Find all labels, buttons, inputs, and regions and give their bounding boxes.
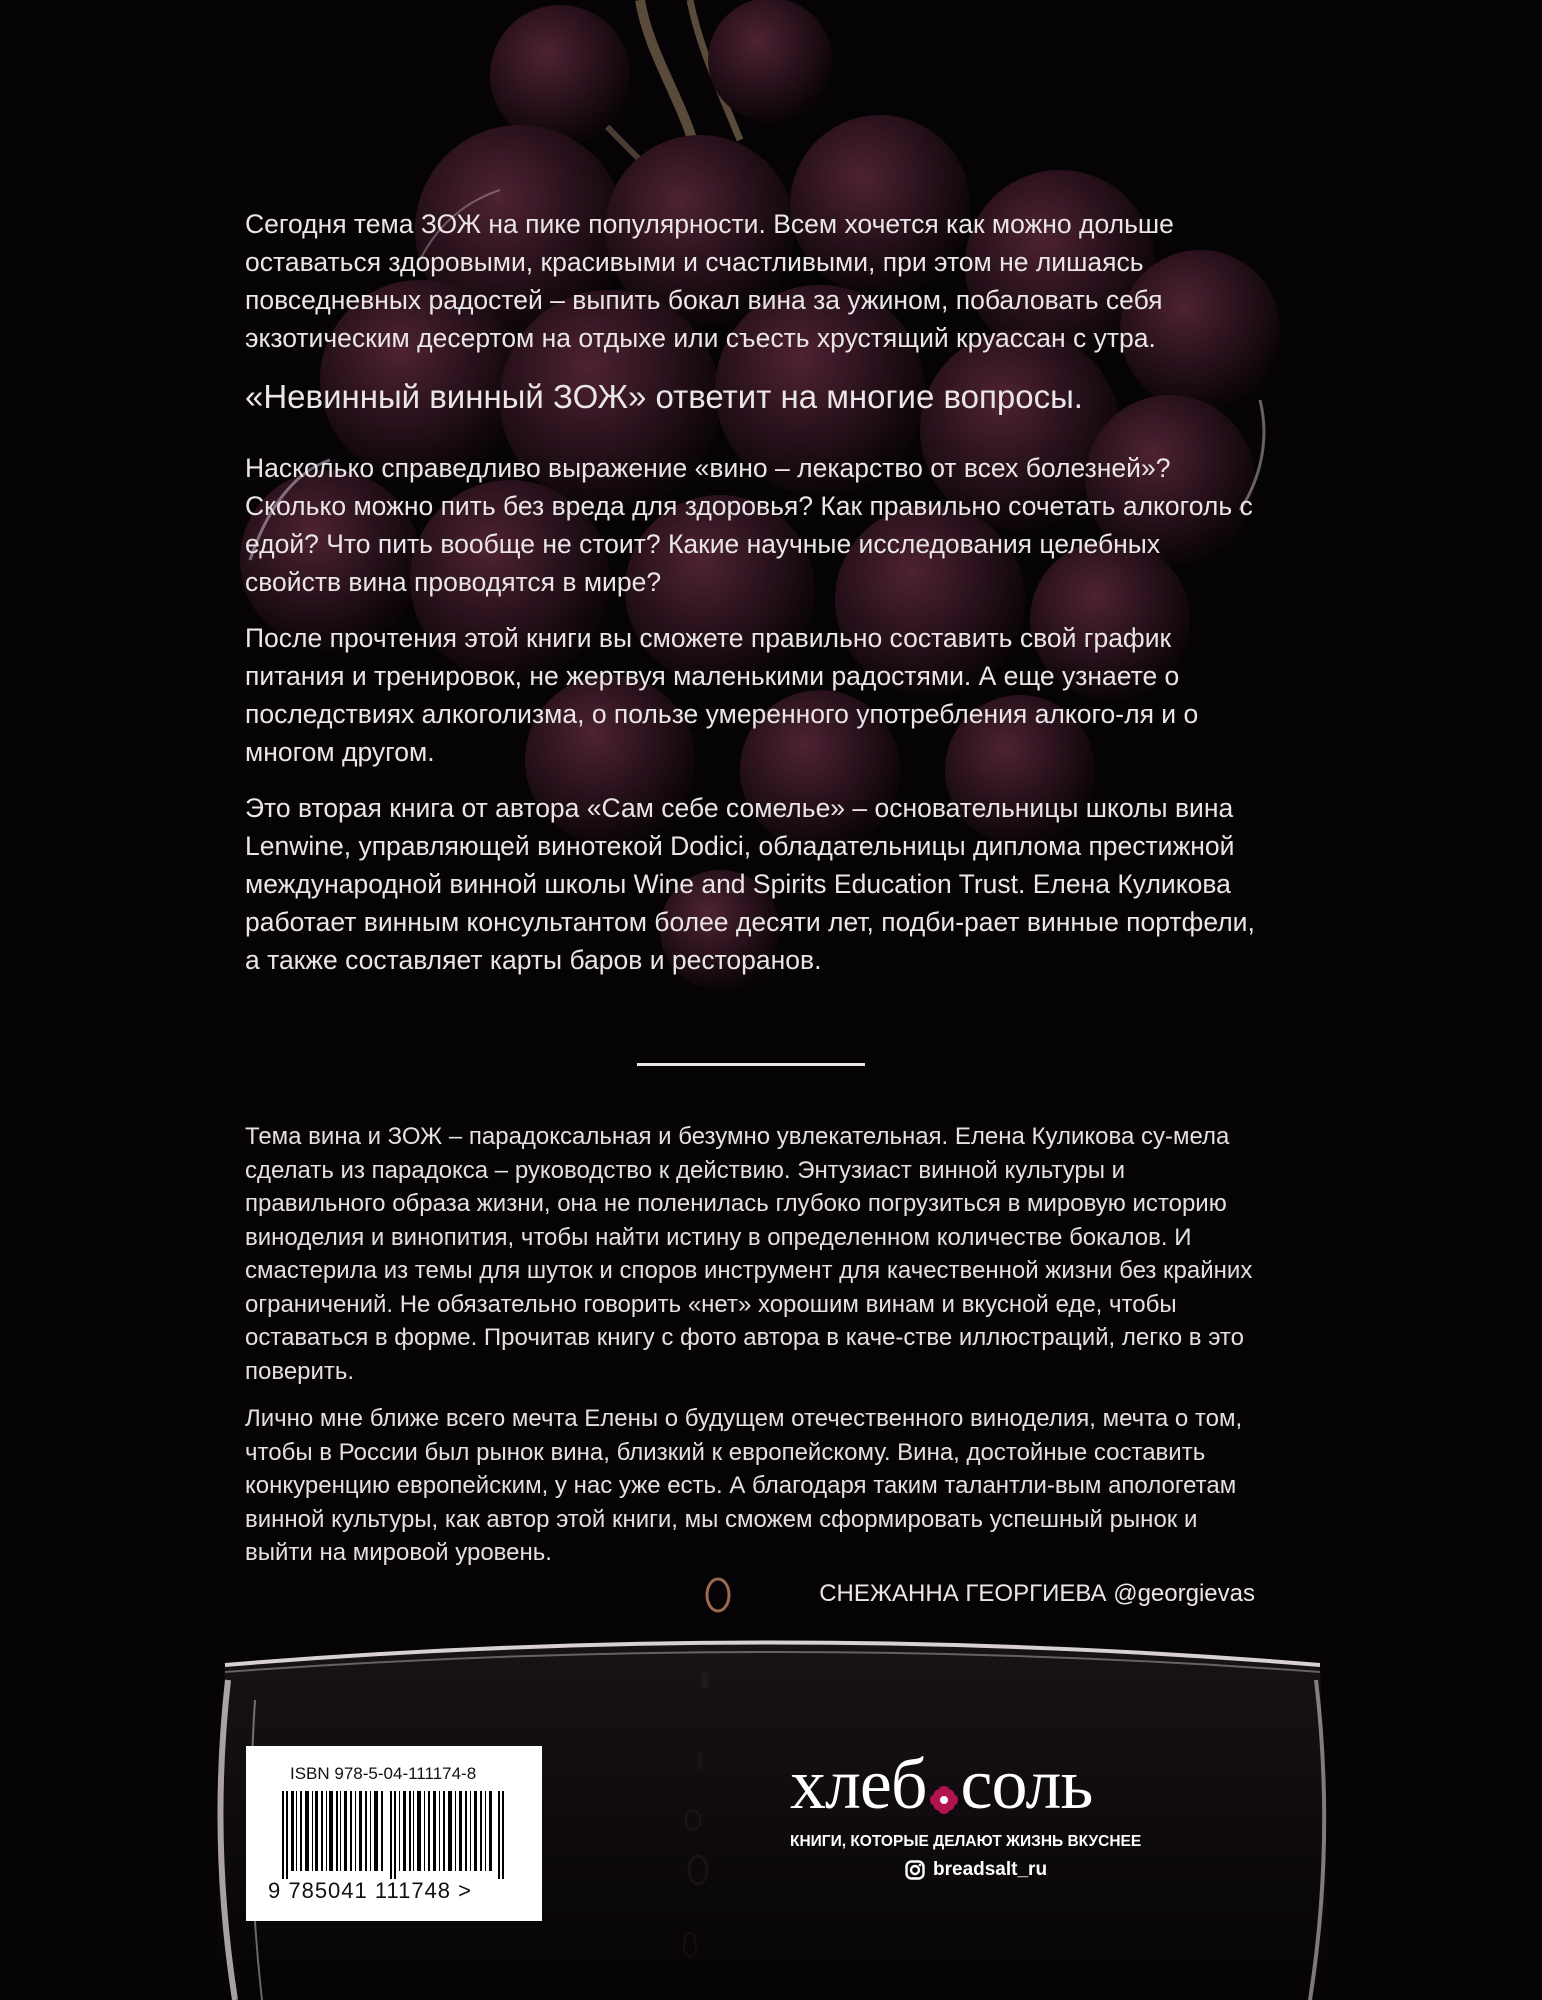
publisher-tagline: КНИГИ, КОТОРЫЕ ДЕЛАЮТ ЖИЗНЬ ВКУСНЕЕ bbox=[790, 1833, 1142, 1851]
section-divider bbox=[637, 1063, 865, 1066]
isbn-label: ISBN 978-5-04-111174-8 bbox=[290, 1764, 477, 1783]
review-signature: СНЕЖАННА ГЕОРГИЕВА @georgievas bbox=[819, 1580, 1255, 1607]
social-handle[interactable]: breadsalt_ru bbox=[933, 1859, 1048, 1881]
isbn-barcode bbox=[246, 1746, 542, 1921]
review-paragraph-2: Лично мне ближе всего мечта Елены о будущем отечественного виноделия, мечта о том, чтобы в России был рынок вина, близкий к европейскому. Вина, достойные составить конкуренцию европейским, у нас уже есть. А благодаря таким талантли-вым апологетам винной культуры, как автор этой книги, мы сможем сформировать успешный рынок и выйти на мировой уровень. bbox=[245, 1405, 1243, 1566]
flower-icon bbox=[929, 1751, 959, 1831]
instagram-icon bbox=[905, 1860, 925, 1880]
publisher-logo bbox=[790, 1744, 1170, 1881]
book-description bbox=[245, 205, 1255, 997]
lead-statement: «Невинный винный ЗОЖ» ответит на многие вопросы. bbox=[245, 378, 1083, 415]
review-quote bbox=[245, 1120, 1255, 1584]
barcode-bars bbox=[282, 1791, 506, 1879]
author-paragraph: Это вторая книга от автора «Сам себе сомелье» – основательницы школы вина Lenwine, управляющей винотекой Dodici, обладательницы диплома престижной международной винной школы Wine and Spirits Education Trust. Елена Куликова работает винным консультантом более десяти лет, подби-рает винные портфели, а также составляет карты баров и ресторанов. bbox=[245, 793, 1255, 975]
barcode-digits: 9 785041 111748 > bbox=[268, 1878, 472, 1903]
benefits-paragraph: После прочтения этой книги вы сможете правильно составить свой график питания и тренировок, не жертвуя маленькими радостями. А еще узнаете о последствиях алкоголизма, о пользе умеренного употребления алкого-ля и о многом другом. bbox=[245, 623, 1199, 767]
publisher-wordmark bbox=[790, 1744, 1170, 1831]
review-paragraph-1: Тема вина и ЗОЖ – парадоксальная и безумно увлекательная. Елена Куликова су-мела сделать из парадокса – руководство к действию. Энтузиаст винной культуры и правильного образа жизни, она не поленилась глубоко погрузиться в мировую историю виноделия и винопития, чтобы найти истину в определенном количестве бокалов. И смастерила из темы для шуток и споров инструмент для качественной жизни без крайних ограничений. Не обязательно говорить «нет» хорошим винам и вкусной еде, чтобы оставаться в форме. Прочитав книгу с фото автора в каче-стве иллюстраций, легко в это поверить. bbox=[245, 1123, 1253, 1385]
intro-paragraph: Сегодня тема ЗОЖ на пике популярности. Всем хочется как можно дольше оставаться здоровыми, красивыми и счастливыми, при этом не лишаясь повседневных радостей – выпить бокал вина за ужином, побаловать себя экзотическим десертом на отдыхе или съесть хрустящий круассан с утра. bbox=[245, 209, 1174, 353]
wordmark-right: соль bbox=[960, 1744, 1093, 1824]
questions-paragraph: Насколько справедливо выражение «вино – лекарство от всех болезней»? Сколько можно пить без вреда для здоровья? Как правильно сочетать алкоголь с едой? Что пить вообще не стоит? Какие научные исследования целебных свойств вина проводятся в мире? bbox=[245, 453, 1253, 597]
publisher-social[interactable] bbox=[905, 1859, 1170, 1881]
wordmark-left: хлеб bbox=[790, 1744, 927, 1824]
